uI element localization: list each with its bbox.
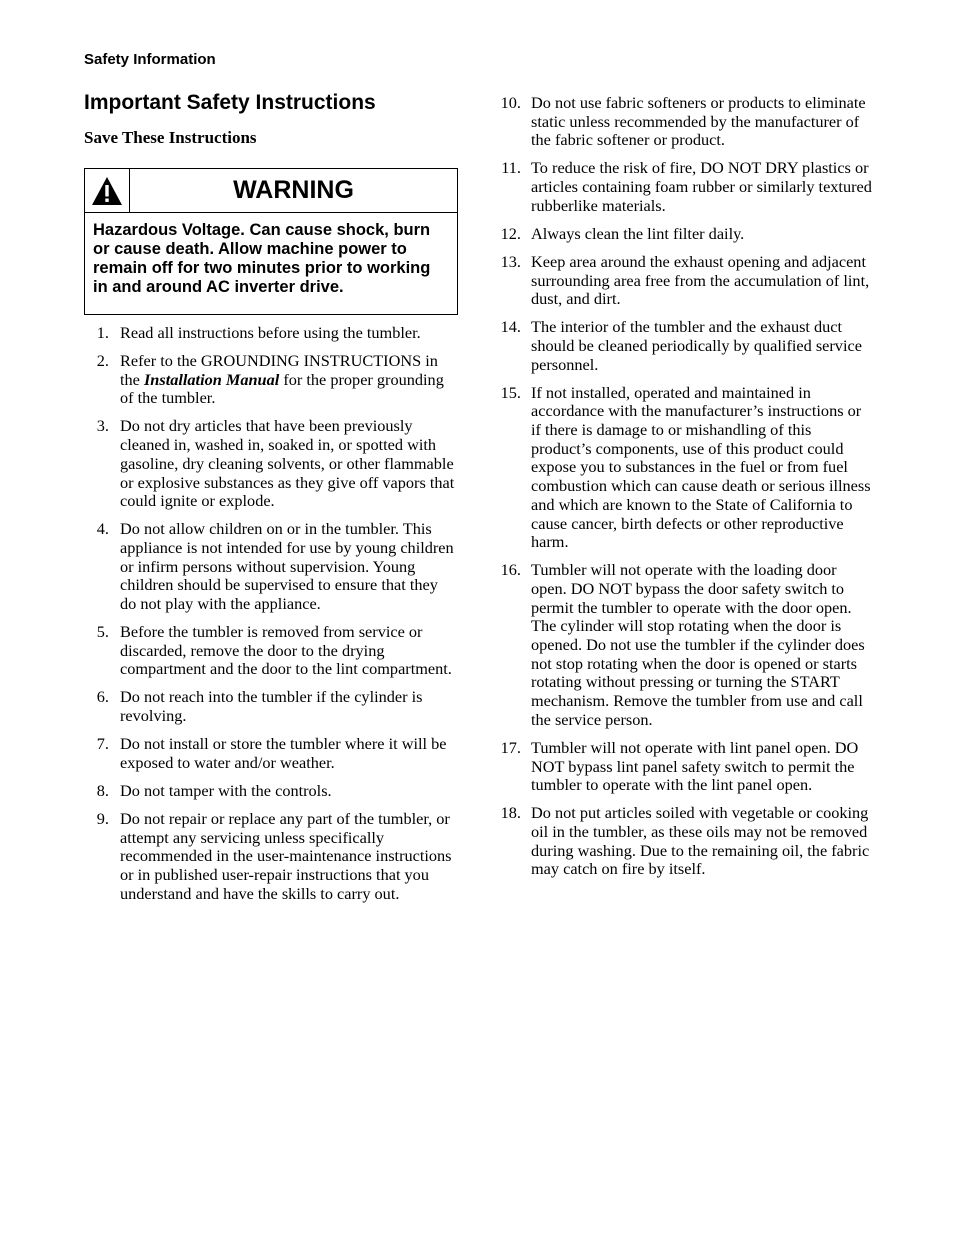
- item-text: Do not repair or replace any part of the tumbler, or attempt any servicing unless specifically recommended in the user-maintenance instructions or in published user-repair instructions that you understand and have the skills to carry out.: [120, 808, 452, 903]
- item-number: 4.: [96, 519, 109, 539]
- item-text-pre: Refer to the GROUNDING INSTRUCTIONS in the: [120, 351, 438, 389]
- list-item: [84, 623, 458, 679]
- item-text: Tumbler will not operate with the loading door open. DO NOT bypass the door safety switch to permit the tumbler to operate with the door open. The cylinder will stop rotating when the door is opened. Do not use the tumbler if the cylinder does not stop rotating when the door is opened or starts rotating without pressing or turning the START mechanism. Remove the tumbler from use and call the service person.: [531, 560, 865, 729]
- item-number: 15.: [500, 382, 521, 402]
- page-subtitle: Save These Instructions: [84, 128, 257, 147]
- item-text: The interior of the tumbler and the exhaust duct should be cleaned periodically by qualified service personnel.: [531, 317, 862, 374]
- item-text: Do not tamper with the controls.: [120, 780, 332, 800]
- section-header: Safety Information: [84, 51, 216, 68]
- item-text: Before the tumbler is removed from service or discarded, remove the door to the drying compartment and the door to the lint compartment.: [120, 622, 452, 679]
- item-text: To reduce the risk of fire, DO NOT DRY plastics or articles containing foam rubber or similarly textured rubberlike materials.: [531, 158, 872, 215]
- item-number: 1.: [96, 323, 109, 342]
- instruction-list-left: [84, 324, 458, 913]
- item-number: 12.: [500, 223, 521, 243]
- list-item: [497, 318, 873, 374]
- item-text: Do not allow children on or in the tumbler. This appliance is not intended for use by young children or infirm persons without supervision. Young children should be supervised to ensure that they do not play with the appliance.: [120, 519, 454, 614]
- item-number: 17.: [500, 737, 521, 757]
- list-item: [497, 804, 873, 879]
- item-number: 7.: [96, 734, 109, 754]
- list-item: [84, 688, 458, 725]
- list-item: [497, 159, 873, 215]
- warning-header: [85, 169, 457, 213]
- list-item: [497, 739, 873, 795]
- item-number: 9.: [96, 808, 109, 828]
- list-item: [84, 324, 458, 343]
- item-number: 16.: [500, 560, 521, 580]
- item-text: Do not use fabric softeners or products to eliminate static unless recommended by the manufacturer of the fabric softener or product.: [531, 93, 866, 150]
- item-text: Read all instructions before using the tumbler.: [120, 323, 421, 342]
- item-number: 14.: [500, 317, 521, 337]
- list-item: [497, 561, 873, 729]
- item-number: 18.: [500, 803, 521, 823]
- list-item: [84, 782, 458, 801]
- item-number: 6.: [96, 687, 109, 707]
- warning-triangle-icon: [91, 176, 123, 206]
- list-item: [84, 520, 458, 614]
- warning-title: WARNING: [233, 176, 354, 204]
- item-number: 8.: [96, 780, 109, 800]
- item-number: 2.: [96, 351, 109, 370]
- list-item: [84, 417, 458, 511]
- page-title: Important Safety Instructions: [84, 91, 376, 114]
- item-number: 13.: [500, 251, 521, 271]
- instruction-list-right: [497, 94, 873, 888]
- item-text: Always clean the lint filter daily.: [531, 223, 745, 243]
- item-number: 3.: [96, 416, 109, 436]
- warning-box: [84, 168, 458, 315]
- list-item: [497, 225, 873, 244]
- item-text: Do not reach into the tumbler if the cylinder is revolving.: [120, 687, 423, 726]
- warning-icon-cell: [85, 169, 130, 212]
- installation-manual-reference: Installation Manual: [143, 369, 280, 389]
- list-item: [84, 810, 458, 904]
- item-number: 5.: [96, 622, 109, 642]
- list-item: [497, 384, 873, 552]
- item-number: 11.: [501, 158, 521, 178]
- list-item: [84, 352, 458, 408]
- list-item: [497, 94, 873, 150]
- list-item: [84, 735, 458, 772]
- item-text: Do not dry articles that have been previously cleaned in, washed in, soaked in, or spotted with gasoline, dry cleaning solvents, or other flammable or explosive substances as they give off vapors that could ignite or explode.: [120, 416, 455, 511]
- item-text: Do not install or store the tumbler where it will be exposed to water and/or weather.: [120, 734, 447, 772]
- item-text: If not installed, operated and maintained in accordance with the manufacturer’s instructions or if there is damage to or mishandling of this product’s components, use of this product could expose you to substances in the fuel or from fuel combustion which can cause death or serious illness and which are known to the State of California to cause cancer, birth defects or other reproductive harm.: [531, 382, 871, 552]
- item-text: Tumbler will not operate with lint panel open. DO NOT bypass lint panel safety switch to permit the tumbler to operate with the lint panel open.: [531, 737, 859, 795]
- warning-text: Hazardous Voltage. Can cause shock, burn or cause death. Allow machine power to remain off for two minutes prior to working in and around AC inverter drive.: [93, 221, 431, 296]
- item-text-post: for the proper grounding of the tumbler.: [120, 369, 444, 408]
- item-text: Do not put articles soiled with vegetable or cooking oil in the tumbler, as these oils may not be removed during washing. Due to the remaining oil, the fabric may catch on fire by itself.: [531, 803, 870, 879]
- list-item: [497, 253, 873, 309]
- item-text: Keep area around the exhaust opening and adjacent surrounding area free from the accumulation of lint, dust, and dirt.: [531, 251, 870, 309]
- item-number: 10.: [500, 93, 521, 112]
